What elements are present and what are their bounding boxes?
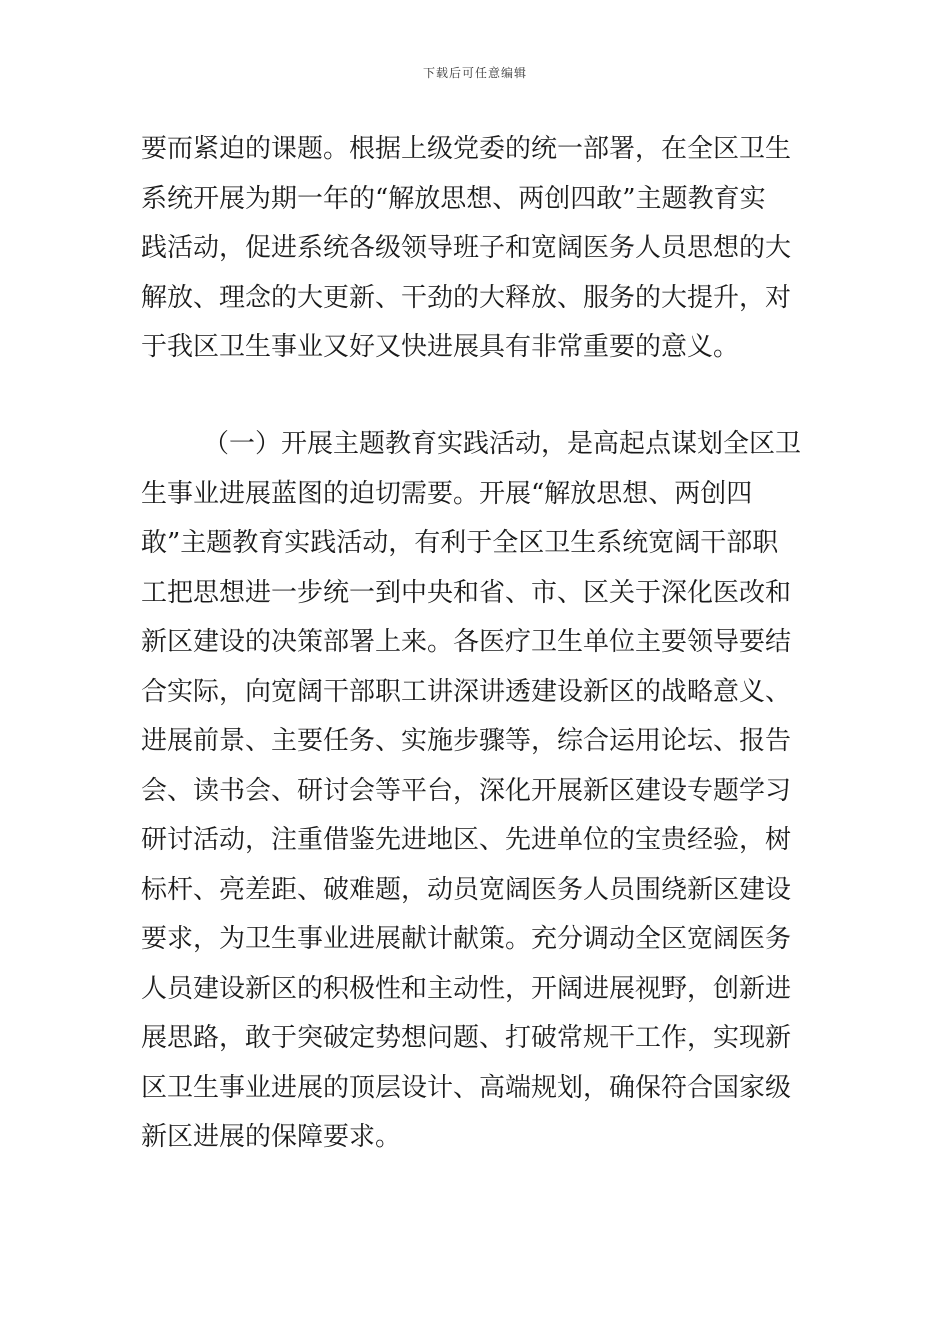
text-line: 系统开展为期一年的“解放思想、两创四敢”主题教育实 bbox=[141, 183, 766, 214]
text-line: 研讨活动，注重借鉴先进地区、先进单位的宝贵经验，树 bbox=[141, 825, 792, 855]
text-line: 新区进展的保障要求。 bbox=[141, 1122, 402, 1152]
text-line: 进展前景、主要任务、实施步骤等，综合运用论坛、报告 bbox=[141, 726, 792, 756]
text-line: 会、读书会、研讨会等平台，深化开展新区建设专题学习 bbox=[141, 775, 792, 806]
text-line: 生事业进展蓝图的迫切需要。开展“解放思想、两创四 bbox=[141, 478, 753, 509]
text-line: 新区建设的决策部署上来。各医疗卫生单位主要领导要结 bbox=[141, 627, 792, 657]
text-line: 于我区卫生事业又好又快进展具有非常重要的意义。 bbox=[141, 332, 740, 362]
text-line: 解放、理念的大更新、干劲的大释放、服务的大提升，对 bbox=[141, 282, 792, 313]
text-line: 人员建设新区的积极性和主动性，开阔进展视野，创新进 bbox=[141, 973, 792, 1004]
text-line: 要而紧迫的课题。根据上级党委的统一部署，在全区卫生 bbox=[141, 134, 792, 164]
text-line: 展思路，敢于突破定势想问题、打破常规干工作，实现新 bbox=[141, 1023, 792, 1053]
text-line: 合实际，向宽阔干部职工讲深讲透建设新区的战略意义、 bbox=[141, 676, 792, 707]
text-line: 践活动，促进系统各级领导班子和宽阔医务人员思想的大 bbox=[141, 233, 792, 263]
text-line: 工把思想进一步统一到中央和省、市、区关于深化医改和 bbox=[141, 577, 792, 608]
text-line: 标杆、亮差距、破难题，动员宽阔医务人员围绕新区建设 bbox=[141, 874, 792, 905]
text-line: 敢”主题教育实践活动，有利于全区卫生系统宽阔干部职 bbox=[141, 528, 779, 558]
text-line: 要求，为卫生事业进展献计献策。充分调动全区宽阔医务 bbox=[141, 924, 792, 954]
text-line: 区卫生事业进展的顶层设计、高端规划，确保符合国家级 bbox=[141, 1072, 792, 1103]
paragraph-1 bbox=[141, 125, 811, 373]
text-line-indented: （一）开展主题教育实践活动，是高起点谋划全区卫 bbox=[203, 429, 802, 459]
page-header: 下载后可任意编辑 bbox=[422, 66, 527, 80]
paragraph-2 bbox=[141, 420, 811, 1163]
